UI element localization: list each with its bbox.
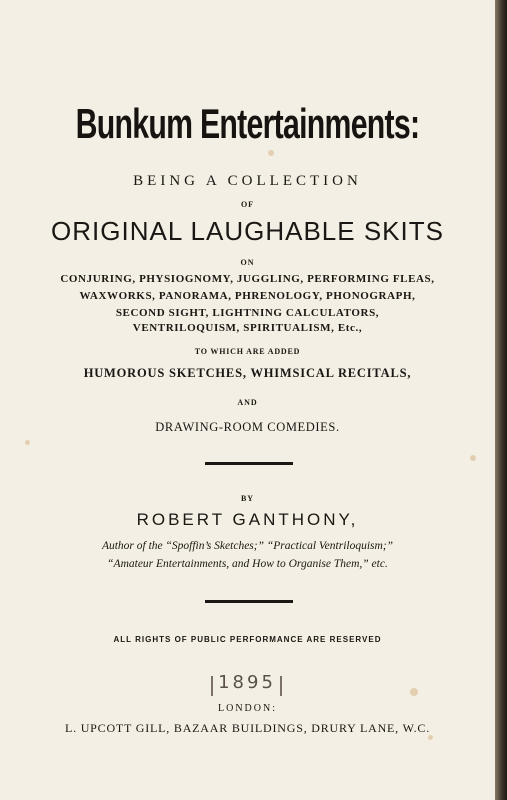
topics-line: SECOND SIGHT, LIGHTNING CALCULATORS, bbox=[115, 307, 380, 319]
word-on: ON bbox=[240, 258, 255, 267]
foxing-spot bbox=[268, 150, 274, 156]
topics-line: VENTRILOQUISM, SPIRITUALISM, Etc., bbox=[132, 322, 363, 334]
rights-notice: ALL RIGHTS OF PUBLIC PERFORMANCE ARE RESERVED bbox=[113, 635, 382, 644]
author-credits-line: “Amateur Entertainments, and How to Organise Them,” etc. bbox=[107, 558, 388, 570]
imprint-place: LONDON: bbox=[218, 703, 277, 714]
divider-rule bbox=[205, 462, 293, 465]
handwritten-year: 1895 bbox=[218, 672, 276, 693]
word-and: AND bbox=[237, 398, 258, 407]
foxing-spot bbox=[470, 455, 476, 461]
divider-rule bbox=[205, 600, 293, 603]
pencil-mark bbox=[280, 676, 282, 696]
word-by: BY bbox=[240, 494, 255, 503]
topics-line: CONJURING, PHYSIOGNOMY, JUGGLING, PERFORMING FLEAS, bbox=[60, 273, 435, 285]
to-which-are-added: TO WHICH ARE ADDED bbox=[194, 347, 301, 356]
book-title: Bunkum Entertainments: bbox=[75, 100, 420, 147]
topics-line: WAXWORKS, PANORAMA, PHRENOLOGY, PHONOGRAPH, bbox=[79, 290, 416, 302]
author-credits-line: Author of the “Spoffin’s Sketches;” “Practical Ventriloquism;” bbox=[101, 540, 394, 552]
word-of: OF bbox=[240, 200, 255, 209]
being-a-collection: BEING A COLLECTION bbox=[133, 173, 362, 189]
drawing-room-comedies: DRAWING-ROOM COMEDIES. bbox=[155, 420, 340, 434]
imprint-publisher: L. UPCOTT GILL, BAZAAR BUILDINGS, DRURY LANE, W.C. bbox=[64, 721, 430, 735]
sketches-line: HUMOROUS SKETCHES, WHIMSICAL RECITALS, bbox=[83, 366, 412, 380]
author-name: ROBERT GANTHONY, bbox=[136, 510, 359, 529]
foxing-spot bbox=[25, 440, 30, 445]
foxing-spot bbox=[410, 688, 418, 696]
original-laughable-skits: ORIGINAL LAUGHABLE SKITS bbox=[51, 216, 444, 246]
book-spine-edge bbox=[495, 0, 507, 800]
